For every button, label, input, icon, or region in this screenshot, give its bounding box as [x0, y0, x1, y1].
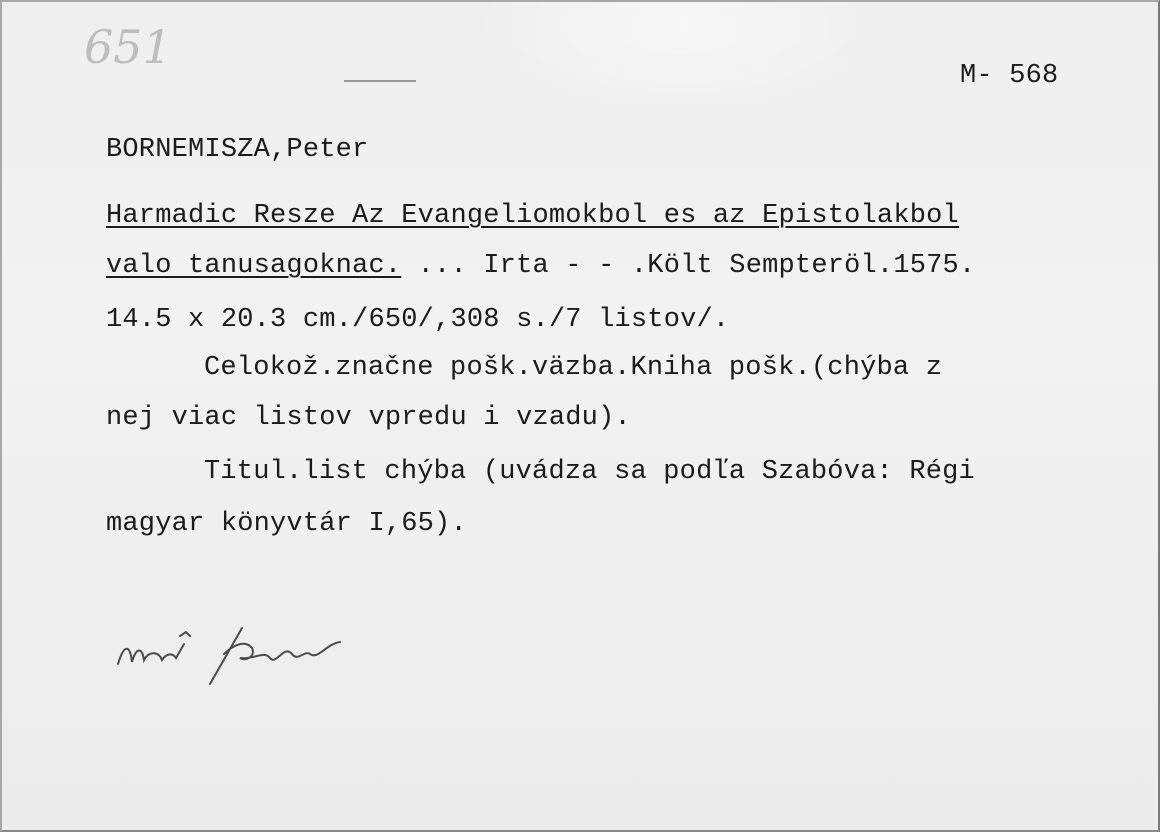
signature-text: Maď. Kayne [114, 692, 121, 693]
pencil-dash [344, 80, 416, 82]
author-heading: BORNEMISZA,Peter [106, 135, 369, 165]
note-2-line-1: Titul.list chýba (uvádza sa podľa Szabóva: Régi [204, 457, 975, 487]
paper-crease [472, 2, 892, 112]
note-2-line-2: magyar könyvtár I,65). [106, 509, 467, 539]
handwritten-signature [114, 614, 374, 694]
title-line-2-rest: ... Irta - - .Költ Sempteröl.1575. [401, 251, 976, 281]
note-1-line-1: Celokož.značne pošk.väzba.Kniha pošk.(chýba z [204, 353, 943, 383]
note-1-line-2: nej viac listov vpredu i vzadu). [106, 403, 631, 433]
pencil-note: 651 [84, 20, 172, 74]
title-line-2-underlined: valo tanusagoknac. [106, 251, 402, 281]
physical-description: 14.5 x 20.3 cm./650/,308 s./7 listov/. [106, 305, 730, 335]
title-line-2 [106, 250, 975, 282]
title-line-1: Harmadic Resze Az Evangeliomokbol es az Epistolakbol [106, 201, 959, 231]
call-number: M- 568 [960, 61, 1059, 91]
